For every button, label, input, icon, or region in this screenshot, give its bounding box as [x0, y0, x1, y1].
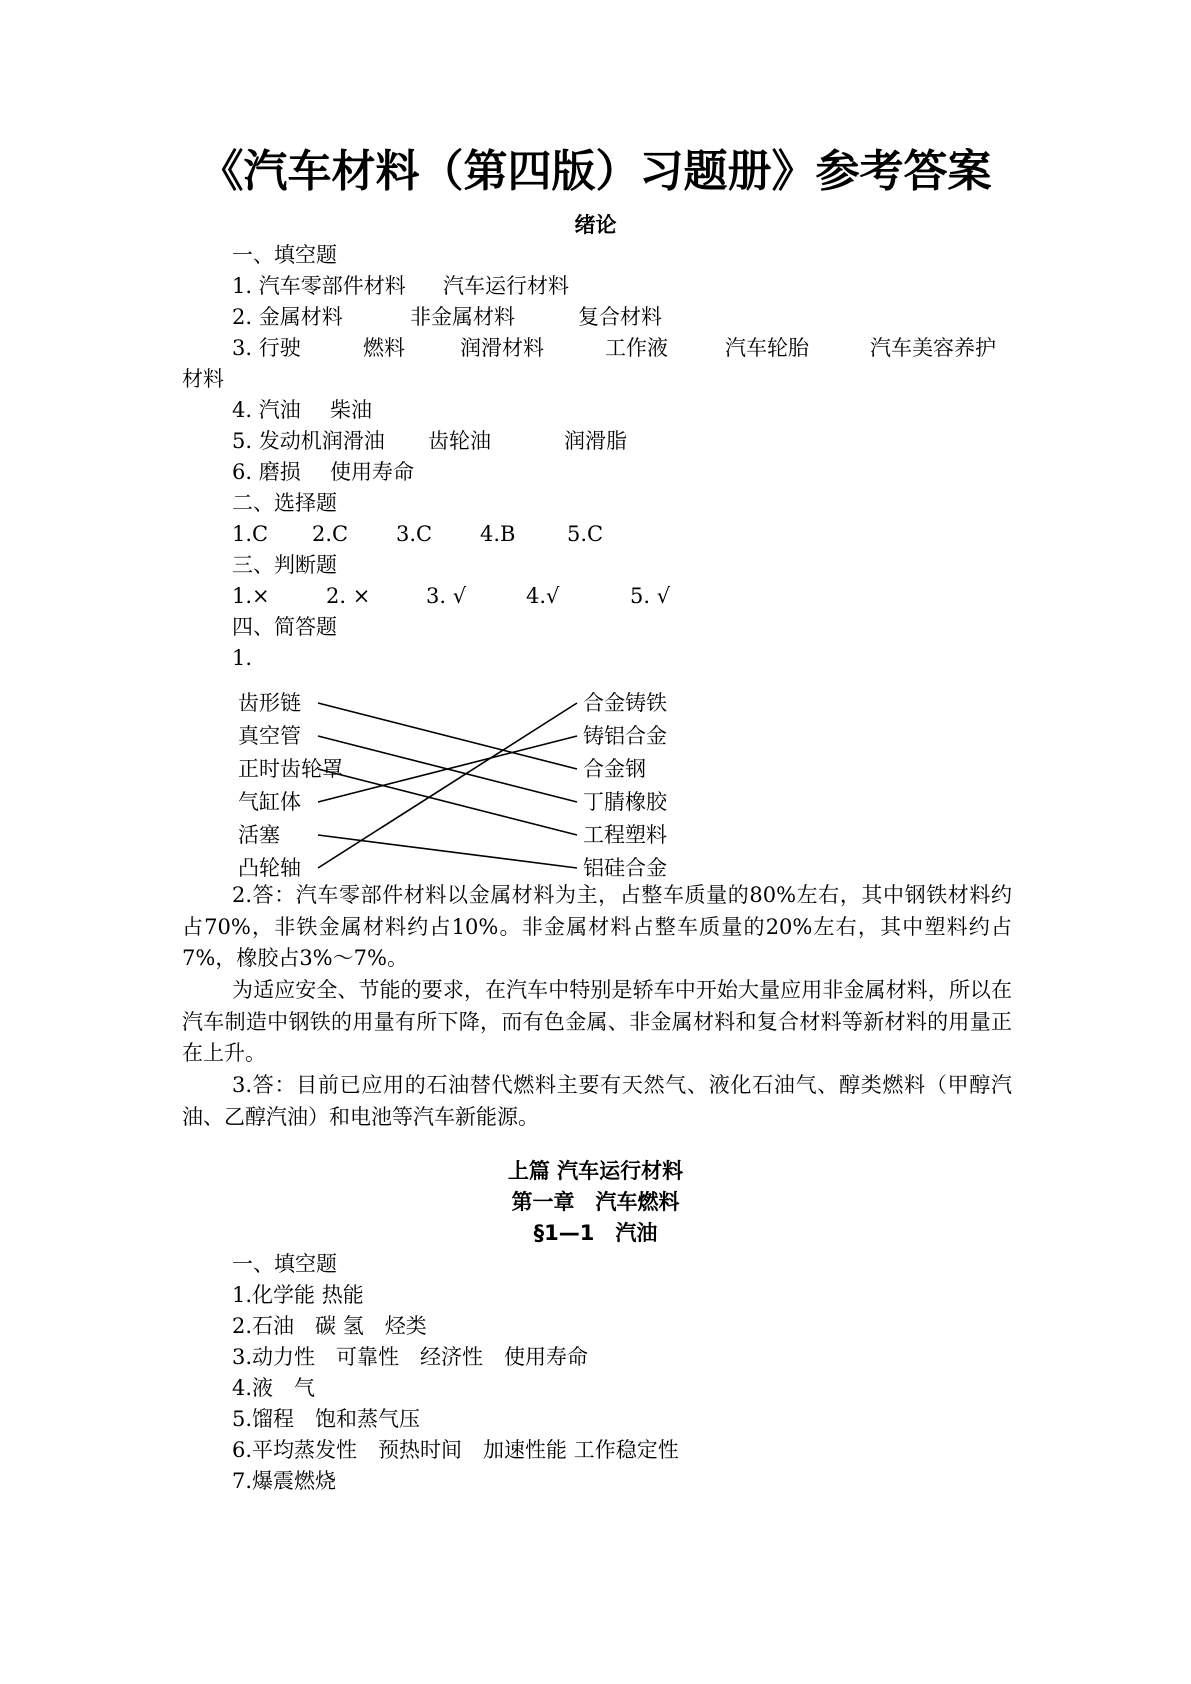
matching-line-4: [318, 835, 577, 868]
ch1-fill-item-5: 5.馏程 饱和蒸气压: [232, 1407, 421, 1431]
matching-left-0: 齿形链: [238, 691, 301, 715]
matching-right-3: 丁腈橡胶: [583, 790, 667, 814]
choice-heading: 二、选择题: [232, 491, 337, 515]
matching-diagram: [230, 683, 690, 883]
answer-2-para-2: 为适应安全、节能的要求，在汽车中特别是轿车中开始大量应用非金属材料，所以在汽车制造中钢铁的用量有所下降，而有色金属、非金属材料和复合材料等新材料的用量正在上升。: [182, 978, 1012, 1065]
fill-item-1: 1. 汽车零部件材料 汽车运行材料: [232, 274, 569, 298]
matching-line-2: [318, 769, 577, 835]
section-heading: §1—1 汽油: [533, 1221, 658, 1245]
ch1-fill-item-3: 3.动力性 可靠性 经济性 使用寿命: [232, 1345, 589, 1369]
matching-left-5: 凸轮轴: [238, 856, 301, 880]
matching-left-2: 正时齿轮罩: [238, 757, 343, 781]
question-1-label: 1.: [232, 646, 253, 670]
matching-left-1: 真空管: [238, 724, 301, 748]
fill-heading-ch1: 一、填空题: [232, 1252, 337, 1276]
short-answer-heading: 四、简答题: [232, 615, 337, 639]
matching-right-2: 合金钢: [583, 757, 646, 781]
matching-line-5: [318, 703, 577, 868]
fill-item-2: 2. 金属材料 非金属材料 复合材料: [232, 305, 662, 329]
matching-right-1: 铸铝合金: [583, 724, 667, 748]
matching-right-0: 合金铸铁: [583, 691, 667, 715]
matching-right-5: 铝硅合金: [583, 856, 667, 880]
fill-item-5: 5. 发动机润滑油 齿轮油 润滑脂: [232, 429, 627, 453]
judge-heading: 三、判断题: [232, 553, 337, 577]
fill-item-4: 4. 汽油 柴油: [232, 398, 372, 422]
part-heading: 上篇 汽车运行材料: [507, 1159, 684, 1183]
matching-left-3: 气缸体: [238, 790, 301, 814]
ch1-fill-item-2: 2.石油 碳 氢 烃类: [232, 1314, 427, 1338]
choice-answers: 1.C 2.C 3.C 4.B 5.C: [232, 522, 604, 546]
ch1-fill-item-6: 6.平均蒸发性 预热时间 加速性能 工作稳定性: [232, 1438, 679, 1462]
chapter-heading: 第一章 汽车燃料: [511, 1190, 680, 1214]
document-title: 《汽车材料（第四版）习题册》参考答案: [199, 146, 992, 197]
fill-item-6: 6. 磨损 使用寿命: [232, 460, 414, 484]
intro-heading: 绪论: [574, 213, 617, 237]
ch1-fill-item-7: 7.爆震燃烧: [232, 1469, 337, 1493]
matching-right-labels: [583, 691, 668, 880]
fill-item-3: 3. 行驶 燃料 润滑材料 工作液 汽车轮胎 汽车美容养护: [232, 336, 996, 360]
matching-right-4: 工程塑料: [583, 823, 667, 847]
ch1-fill-item-4: 4.液 气: [232, 1376, 316, 1400]
answer-2: 2.答：汽车零部件材料以金属材料为主，占整车质量的80%左右，其中钢铁材料约占70%，非铁金属材料约占10%。非金属材料占整车质量的20%左右，其中塑料约占7%，橡胶占3%～7%。: [182, 883, 1012, 970]
fill-heading: 一、填空题: [232, 243, 337, 267]
matching-lines: [318, 703, 577, 868]
ch1-fill-item-1: 1.化学能 热能: [232, 1283, 364, 1307]
matching-left-4: 活塞: [238, 823, 280, 847]
fill-item-3-wrap: 材料: [182, 367, 224, 391]
matching-left-labels: [238, 691, 343, 880]
matching-line-0: [318, 703, 577, 769]
judge-answers: 1.× 2. × 3. √ 4.√ 5. √: [232, 584, 671, 608]
answer-3: 3.答：目前已应用的石油替代燃料主要有天然气、液化石油气、醇类燃料（甲醇汽油、乙醇汽油）和电池等汽车新能源。: [182, 1073, 1012, 1129]
